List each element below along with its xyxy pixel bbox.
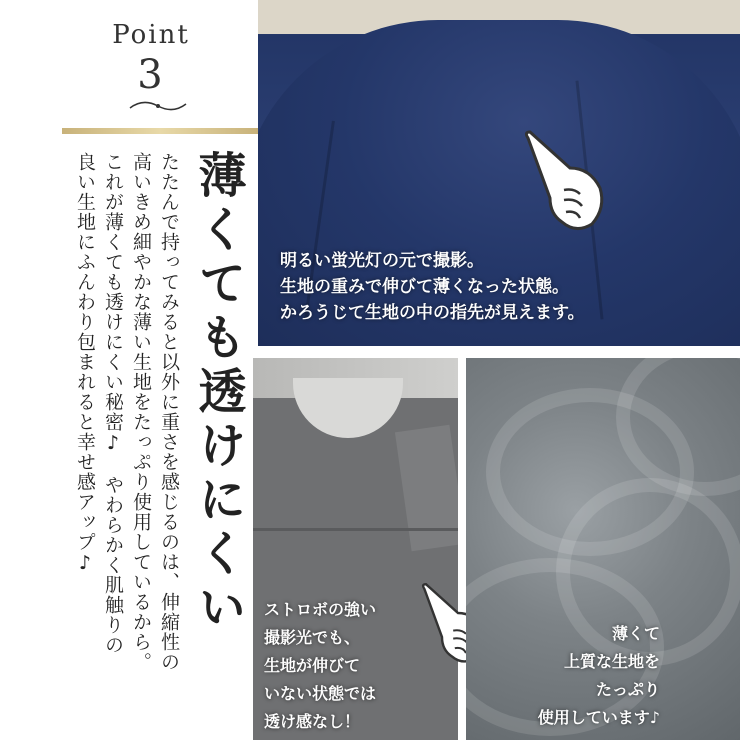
body-column: 高いきめ細やかな薄い生地をたっぷり使用しているから。	[130, 152, 152, 672]
caption-line: 明るい蛍光灯の元で撮影。	[280, 251, 484, 271]
caption-line: たっぷり	[595, 680, 660, 699]
caption-line: ストロボの強い	[264, 600, 377, 619]
caption-line: いない状態では	[264, 684, 377, 703]
caption-line: 生地が伸びて	[264, 656, 361, 675]
body-column: これが薄くても透けにくい秘密♪ やわらかく肌触りの	[102, 152, 124, 655]
point-label: Point	[112, 20, 190, 50]
caption-line: 薄くて	[611, 624, 660, 643]
caption-line: 透け感なし！	[264, 712, 361, 731]
caption-line: 上質な生地を	[563, 652, 660, 671]
pointing-hand-icon	[520, 128, 610, 238]
photo-bottom-left-caption	[264, 596, 444, 736]
caption-line: 撮影光でも、	[264, 628, 361, 647]
body-column: 良い生地にふんわり包まれると幸せ感アップ♪	[74, 152, 96, 575]
body-column: たたんで持ってみると以外に重さを感じるのは、伸縮性の	[158, 152, 180, 672]
photo-bottom-right-caption	[480, 620, 660, 732]
point-number: 3	[137, 52, 163, 98]
headline: 薄くても透けにくい	[190, 150, 246, 636]
caption-line: 生地の重みで伸びて薄くなった状態。	[280, 277, 569, 297]
caption-line: かろうじて生地の中の指先が見えます。	[280, 303, 585, 323]
photo-top-caption	[280, 248, 730, 326]
caption-line: 使用しています♪	[537, 708, 660, 727]
ornament-flourish-icon	[128, 96, 188, 116]
gold-divider	[62, 128, 258, 134]
